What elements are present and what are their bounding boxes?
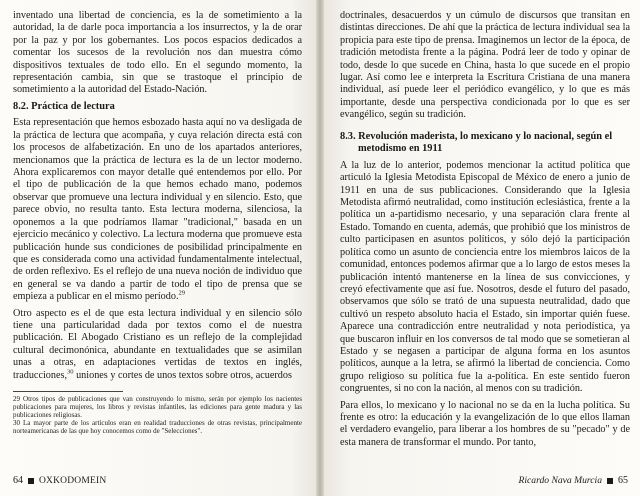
section-heading-8-3: 8.3. Revolución maderista, lo mexicano y lo nacional, según el metodismo en 1911 [340, 130, 613, 155]
right-paragraph-3: Para ellos, lo mexicano y lo nacional no se da en la lucha política. Su frente es otro: la educación y la evangelización de lo que ellos llaman el verdadero evangelio, para liberar a los hombres de su "pecado" y de esta manera de transformar el mundo. Por tanto, [340, 399, 630, 448]
left-page-number: 64 [13, 475, 23, 486]
left-paragraph-3-end: uniones y cortes de unos textos sobre otros, acuerdos [73, 369, 292, 381]
footnote-ref-30: 30 [67, 368, 74, 376]
left-paragraph-2-text: Esta representación que hemos esbozado hasta aquí no va desligada de la práctica de lectura que acompaña, y cuya relación directa está con los procesos de alfabetización. En uno de los apartados anteriores, mencionamos que la práctica de lectura es la de un lector moderno. Ahora explicaremos con mayor detalle qué entendemos por ello. Por el tipo de publicación de la que hemos echado mano, podemos observar que promueve una lectura individual y en silencio. Esto, que parece obvio, no resulta tanto. Esta lectura moderna, silenciosa, la oponemos a la que podríamos llamar "tradicional," basada en un ejercicio mecánico y colectivo. La lectura moderna que promueve esta publicación hunde sus condiciones de posibilidad principalmente en que es considerada como una actividad fundamentalmente intelectual, de orden reflexivo. Es el reflejo de una nueva noción de individuo que en general se va dando a partir de todo el tipo de prensa que se empieza a publicar en el mismo período. [13, 117, 302, 303]
right-paragraph-1: doctrinales, desacuerdos y un cúmulo de discursos que transitan en distintas direcciones. De ahí que la práctica de lectura individual sea la propicia para este tipo de prensa. Imaginemos un lector de la época, de tradición metodista frente a la página. Podrá leer de todo y opinar de todo, desde lo que sucede en China, hasta lo que sucede en el propio lugar. Así como lee e interpreta la Escritura Cristiana de una manera individual, así puede leer el periódico evangélico, y lo que es más importante, desde una perspectiva condicionada por lo que es ser evangélico, según su tradición. [340, 10, 630, 121]
left-paragraph-3 [13, 308, 302, 382]
left-paragraph-2 [13, 117, 302, 303]
journal-name: OXKODOMEIN [39, 476, 107, 486]
left-paragraph-3-text: Otro aspecto es el de que esta lectura individual y en silencio sólo tiene una particularidad dada por textos como el de nuestra publicación. El Abogado Cristiano es un reflejo de la complejidad cultural decimonónica, abundante en textualidades que se asimilan unas a otras, en adaptaciones vertidas de textos en inglés, traducciones, [13, 307, 302, 381]
left-page [0, 0, 316, 496]
right-paragraph-2: A la luz de lo anterior, podemos mencionar la actitud política que articuló la Iglesia Metodista Episcopal de México de enero a junio de 1911 en una de sus publicaciones. Considerando que la Iglesia Metodista afirmó neutralidad, como institución eclesiástica, frente a la política un a-partidismo necesario, y una separación clara frente al Estado. Tomando en cuenta, además, que prohibió que los ministros de culto participasen en asuntos políticos, y sólo dejó la participación política como un asunto de conciencia entre los miembros laicos de la comunidad, entonces podemos afirmar que a lo largo de estos meses la publicación intentó mantenerse en la línea de sus convicciones, y creyó efectivamente que así fue. Nosotros, desde el futuro del pasado, observamos que sólo se trató de una supuesta neutralidad, dado que cultivó un respeto absoluto hacia el Estado, sin importar quién fuese. Aparece una contradicción entre neutralidad y nota periodística, ya que buscaron influir en los conversos de tal modo que se sometieran al Estado y se negasen a participar de alguna forma en los asuntos políticos, aunque a la letra, se afirmó la libertad de conciencia. Como grupo religioso su política fue la a-política. En este sentido fueron congruentes, si no con la nación, al menos con su tradición. [340, 159, 630, 395]
right-page-number: 65 [618, 475, 628, 486]
footnote-29: 29 Otros tipos de publicaciones que van construyendo lo mismo, serán por ejemplo los nacientes publicaciones para mujeres, los libros y revistas infantiles, las ediciones para gente madura y las publicaciones religiosas. [13, 394, 302, 419]
footnote-divider [13, 391, 123, 392]
square-bullet-icon [607, 478, 613, 484]
footnote-30: 30 La mayor parte de los artículos eran en realidad traducciones de otras revistas, principalmente norteamericanas de las que hoy conocemos como de "Selecciones". [13, 418, 302, 435]
left-folio [13, 475, 106, 487]
book-gutter [316, 0, 324, 496]
section-heading-8-2: 8.2. Práctica de lectura [13, 100, 115, 112]
right-page [324, 0, 640, 496]
square-bullet-icon [28, 478, 34, 484]
right-folio [519, 475, 629, 487]
author-name: Ricardo Nava Murcia [518, 475, 602, 486]
left-paragraph-1: inventado una libertad de conciencia, es la de sometimiento a la autoridad, la de darle poca importancia a los insurrectos, y la de orar por la paz y por los gobernantes. Los pocos espacios dedicados a comentar los sucesos de la revolución nos dan muestra cómo dispositivos textuales de todo ello. En el segundo momento, la representación cambia, sin que se trastoque el principio de sometimiento a la autoridad del Estado-Nación. [13, 10, 302, 96]
footnote-ref-29: 29 [178, 289, 185, 297]
